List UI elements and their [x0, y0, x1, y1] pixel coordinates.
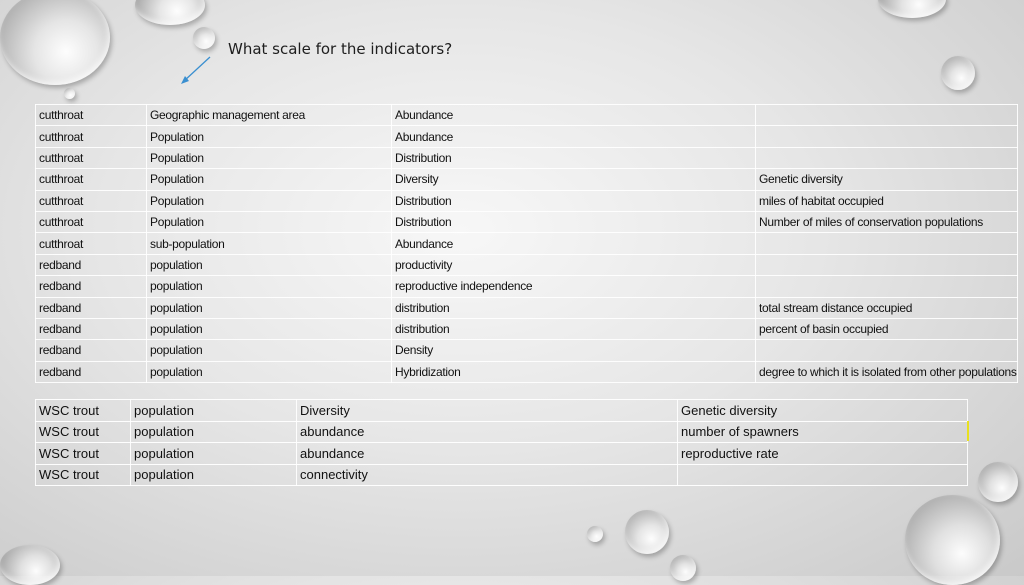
- table-cell: degree to which it is isolated from other populations: [756, 361, 1018, 382]
- table-cell: Diversity: [297, 400, 678, 422]
- table-cell: Population: [147, 147, 392, 168]
- cutthroat-redband-table: [35, 104, 1018, 383]
- table-cell: Number of miles of conservation populations: [756, 211, 1018, 232]
- table-row: [36, 297, 1018, 318]
- table-cell: productivity: [392, 254, 756, 275]
- table-row: [36, 340, 1018, 361]
- arrow-annotation: [176, 54, 216, 88]
- table-cell: population: [131, 443, 297, 465]
- table-cell: abundance: [297, 443, 678, 465]
- table-cell: Population: [147, 169, 392, 190]
- water-drop-decoration: [978, 462, 1018, 502]
- water-drop-decoration: [878, 0, 946, 18]
- table-cell: sub-population: [147, 233, 392, 254]
- table-cell: distribution: [392, 297, 756, 318]
- table-cell: Abundance: [392, 126, 756, 147]
- table-cell: redband: [36, 340, 147, 361]
- table-cell: reproductive independence: [392, 276, 756, 297]
- table-row: [36, 443, 968, 465]
- table-row: [36, 105, 1018, 126]
- table-cell: Distribution: [392, 190, 756, 211]
- water-drop-decoration: [670, 555, 696, 581]
- table-row: [36, 361, 1018, 382]
- table-cell: Population: [147, 190, 392, 211]
- table-cell: cutthroat: [36, 105, 147, 126]
- table-cell: Hybridization: [392, 361, 756, 382]
- table-cell: Population: [147, 211, 392, 232]
- table-cell: cutthroat: [36, 233, 147, 254]
- table-cell: number of spawners: [678, 421, 968, 443]
- wsc-trout-table: [35, 399, 968, 486]
- table-cell: redband: [36, 361, 147, 382]
- table-cell: Diversity: [392, 169, 756, 190]
- table-cell: connectivity: [297, 464, 678, 486]
- table-cell: population: [147, 297, 392, 318]
- table-row: [36, 169, 1018, 190]
- table-cell: WSC trout: [36, 464, 131, 486]
- table-cell: WSC trout: [36, 400, 131, 422]
- table-cell: reproductive rate: [678, 443, 968, 465]
- table-row: [36, 276, 1018, 297]
- table-row: [36, 190, 1018, 211]
- table-cell: population: [147, 340, 392, 361]
- table-cell: redband: [36, 318, 147, 339]
- table-cell: Abundance: [392, 105, 756, 126]
- table-row: [36, 233, 1018, 254]
- table-cell: [756, 340, 1018, 361]
- table-cell: Distribution: [392, 211, 756, 232]
- water-drop-decoration: [625, 510, 669, 554]
- table-row: [36, 464, 968, 486]
- table-cell: [678, 464, 968, 486]
- table-cell: cutthroat: [36, 147, 147, 168]
- table-row: [36, 211, 1018, 232]
- table-cell: abundance: [297, 421, 678, 443]
- water-drop-decoration: [64, 88, 75, 99]
- table-cell: population: [147, 276, 392, 297]
- table-row: [36, 147, 1018, 168]
- table-cell: Genetic diversity: [678, 400, 968, 422]
- table-cell: Geographic management area: [147, 105, 392, 126]
- table-cell: population: [131, 464, 297, 486]
- table-cell: Abundance: [392, 233, 756, 254]
- table-cell: redband: [36, 297, 147, 318]
- table-cell: population: [147, 254, 392, 275]
- table-cell: population: [131, 400, 297, 422]
- water-drop-decoration: [135, 0, 205, 25]
- table-cell: population: [147, 361, 392, 382]
- table-cell: population: [147, 318, 392, 339]
- table-row: [36, 400, 968, 422]
- table-cell: population: [131, 421, 297, 443]
- table-cell: miles of habitat occupied: [756, 190, 1018, 211]
- table-row: [36, 254, 1018, 275]
- water-drop-decoration: [0, 545, 60, 585]
- table-cell: cutthroat: [36, 190, 147, 211]
- text-cursor: [967, 421, 969, 441]
- table-cell: [756, 276, 1018, 297]
- table-cell: cutthroat: [36, 126, 147, 147]
- table-cell: [756, 126, 1018, 147]
- table-cell: cutthroat: [36, 169, 147, 190]
- table-cell: Population: [147, 126, 392, 147]
- table-row: [36, 126, 1018, 147]
- table-cell: [756, 254, 1018, 275]
- table-cell: percent of basin occupied: [756, 318, 1018, 339]
- water-drop-decoration: [905, 495, 1000, 585]
- table-cell: Genetic diversity: [756, 169, 1018, 190]
- table-row: [36, 421, 968, 443]
- table-cell: [756, 233, 1018, 254]
- table-cell: distribution: [392, 318, 756, 339]
- table-cell: [756, 147, 1018, 168]
- table-cell: WSC trout: [36, 443, 131, 465]
- table-cell: total stream distance occupied: [756, 297, 1018, 318]
- water-drop-decoration: [193, 27, 215, 49]
- water-drop-decoration: [587, 526, 603, 542]
- table-cell: Density: [392, 340, 756, 361]
- table-cell: redband: [36, 276, 147, 297]
- slide-title: What scale for the indicators?: [228, 40, 453, 58]
- table-cell: cutthroat: [36, 211, 147, 232]
- table-row: [36, 318, 1018, 339]
- water-drop-decoration: [0, 0, 110, 85]
- table-cell: [756, 105, 1018, 126]
- table-cell: redband: [36, 254, 147, 275]
- table-cell: WSC trout: [36, 421, 131, 443]
- water-drop-decoration: [941, 56, 975, 90]
- table-cell: Distribution: [392, 147, 756, 168]
